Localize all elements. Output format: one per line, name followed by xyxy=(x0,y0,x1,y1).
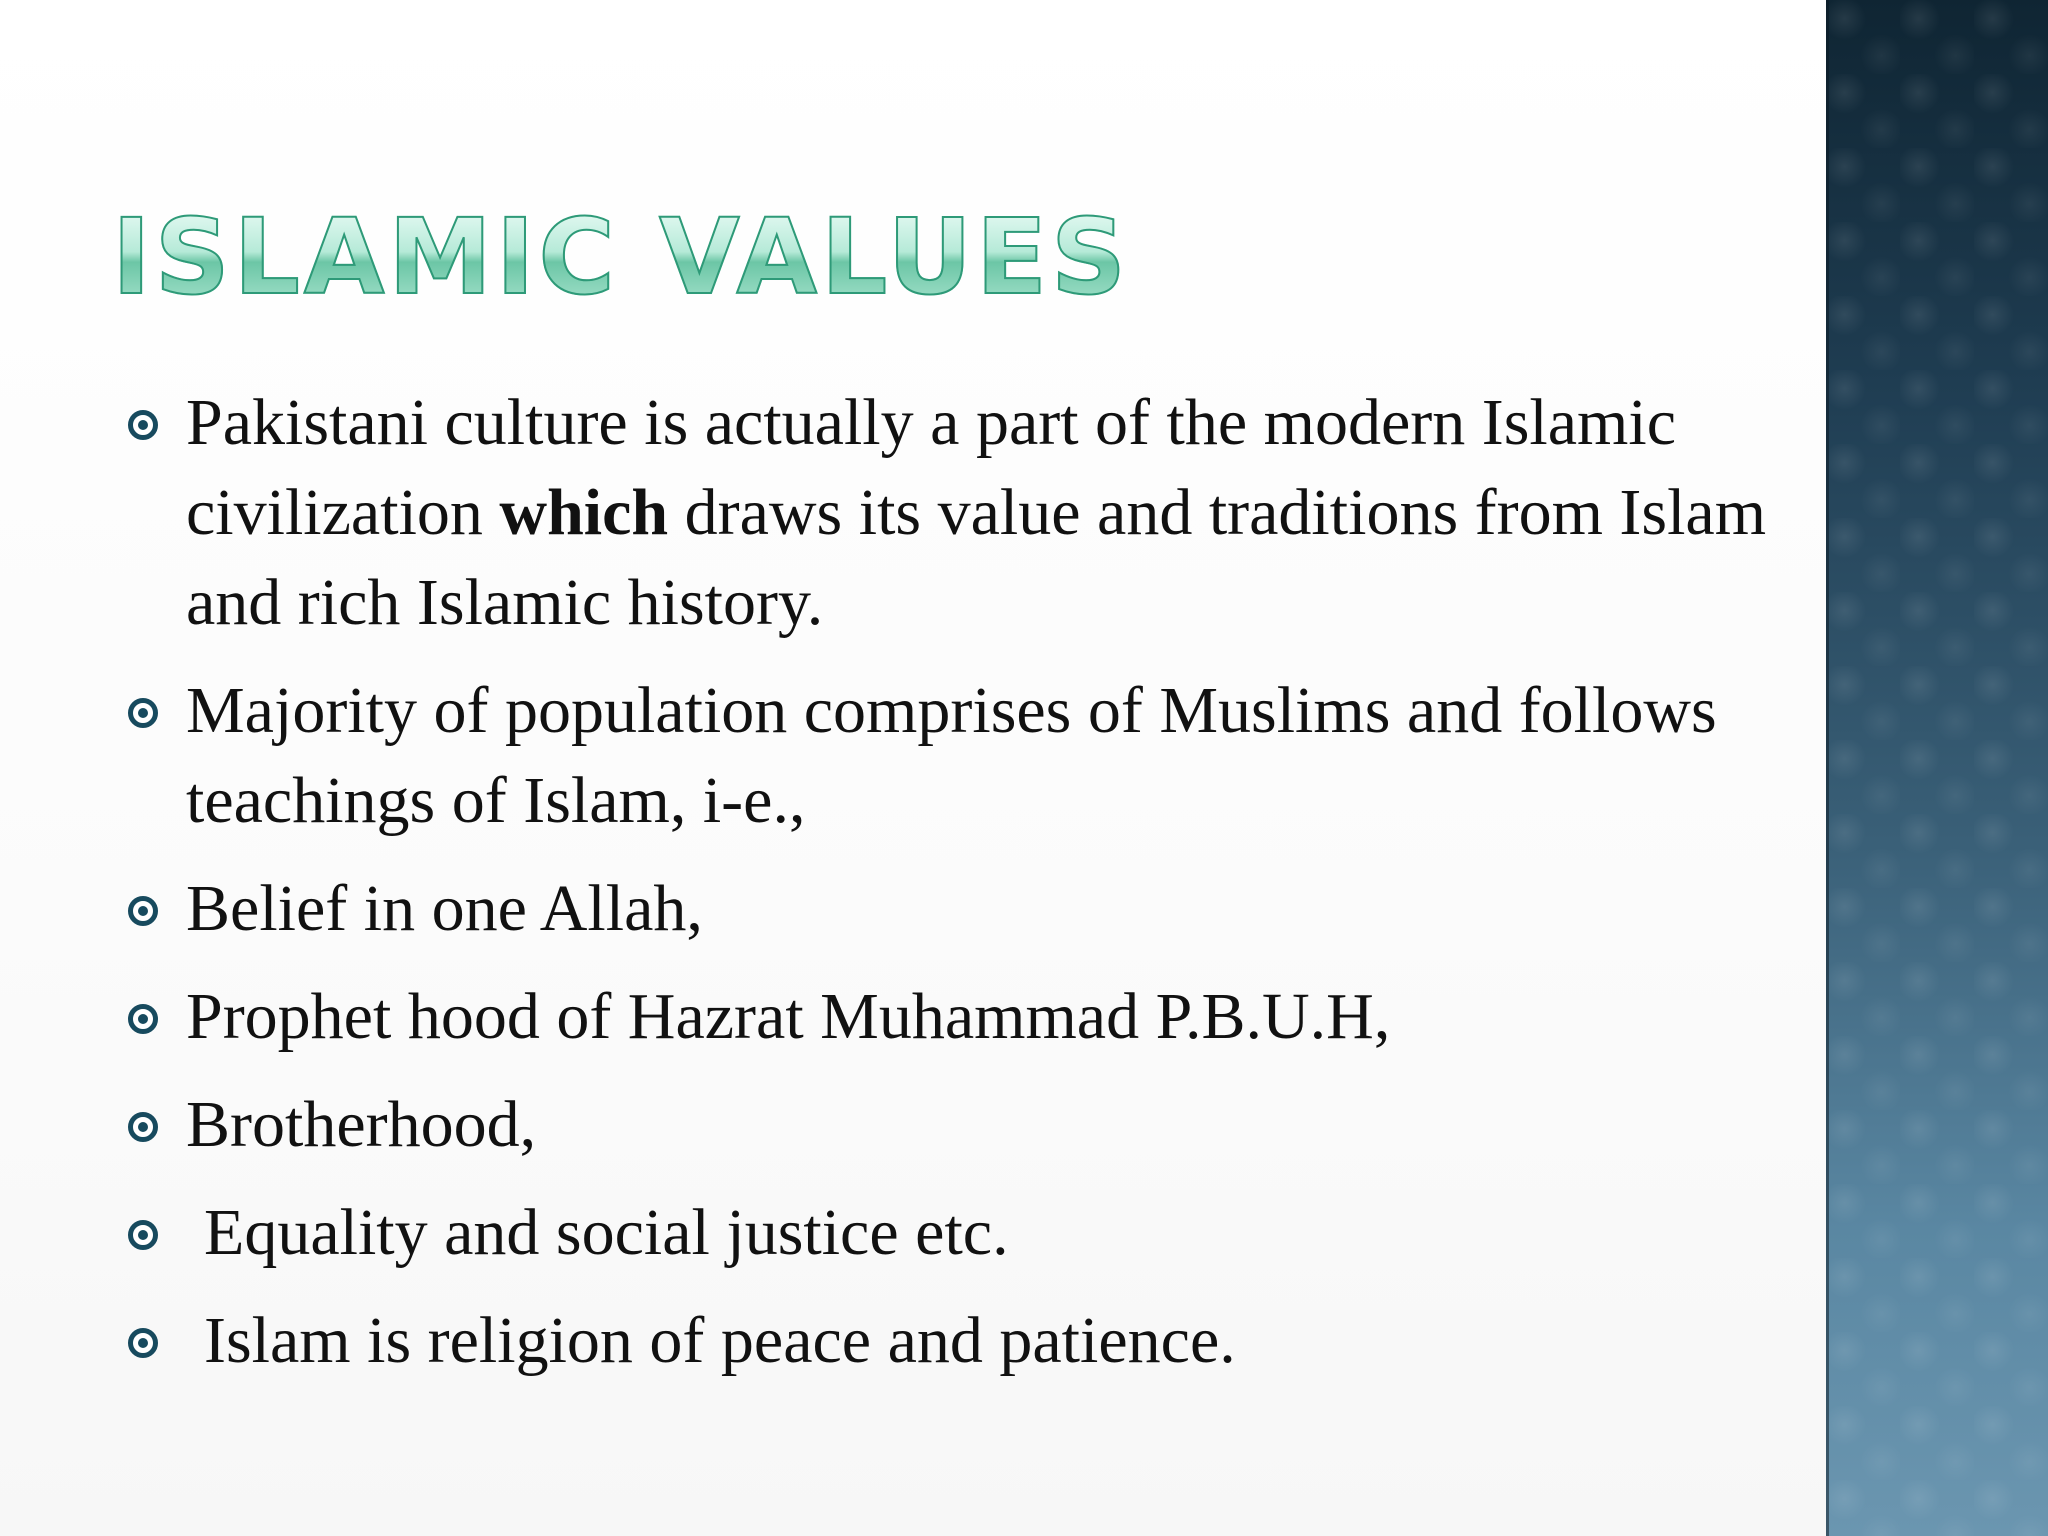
sidebar-edge xyxy=(1826,0,1829,1536)
bullet-text: Islam is religion of peace and patience. xyxy=(204,1304,1236,1377)
bullet-item xyxy=(128,1296,1768,1386)
bullet-list xyxy=(128,378,1768,1404)
circle-dot-icon xyxy=(128,896,158,926)
circle-dot-icon xyxy=(128,1220,158,1250)
bullet-text: Belief in one Allah, xyxy=(186,872,703,945)
circle-dot-icon xyxy=(128,698,158,728)
bullet-item xyxy=(128,666,1768,846)
sidebar-pattern xyxy=(1826,0,2048,1536)
bullet-item xyxy=(128,864,1768,954)
circle-dot-icon xyxy=(128,1328,158,1358)
bullet-item xyxy=(128,1188,1768,1278)
bullet-item xyxy=(128,1080,1768,1170)
bullet-text: Brotherhood, xyxy=(186,1088,537,1161)
bullet-text xyxy=(186,386,1766,639)
circle-dot-icon xyxy=(128,410,158,440)
bullet-item xyxy=(128,378,1768,648)
decorative-sidebar xyxy=(1826,0,2048,1536)
bullet-text-part: draws its value and traditions from Islam and rich Islamic history. xyxy=(186,476,1767,639)
bullet-item xyxy=(128,972,1768,1062)
slide-title: ISLAMIC VALUES xyxy=(112,196,1130,318)
circle-dot-icon xyxy=(128,1004,158,1034)
bullet-text-part: Pakistani culture is actually a part of the modern Islamic civilization xyxy=(186,386,1677,549)
bullet-text: Majority of population comprises of Muslims and follows teachings of Islam, i-e., xyxy=(186,674,1717,837)
bullet-bold-word: which xyxy=(499,476,669,549)
bullet-text: Equality and social justice etc. xyxy=(204,1196,1009,1269)
circle-dot-icon xyxy=(128,1112,158,1142)
bullet-text: Prophet hood of Hazrat Muhammad P.B.U.H, xyxy=(186,980,1391,1053)
